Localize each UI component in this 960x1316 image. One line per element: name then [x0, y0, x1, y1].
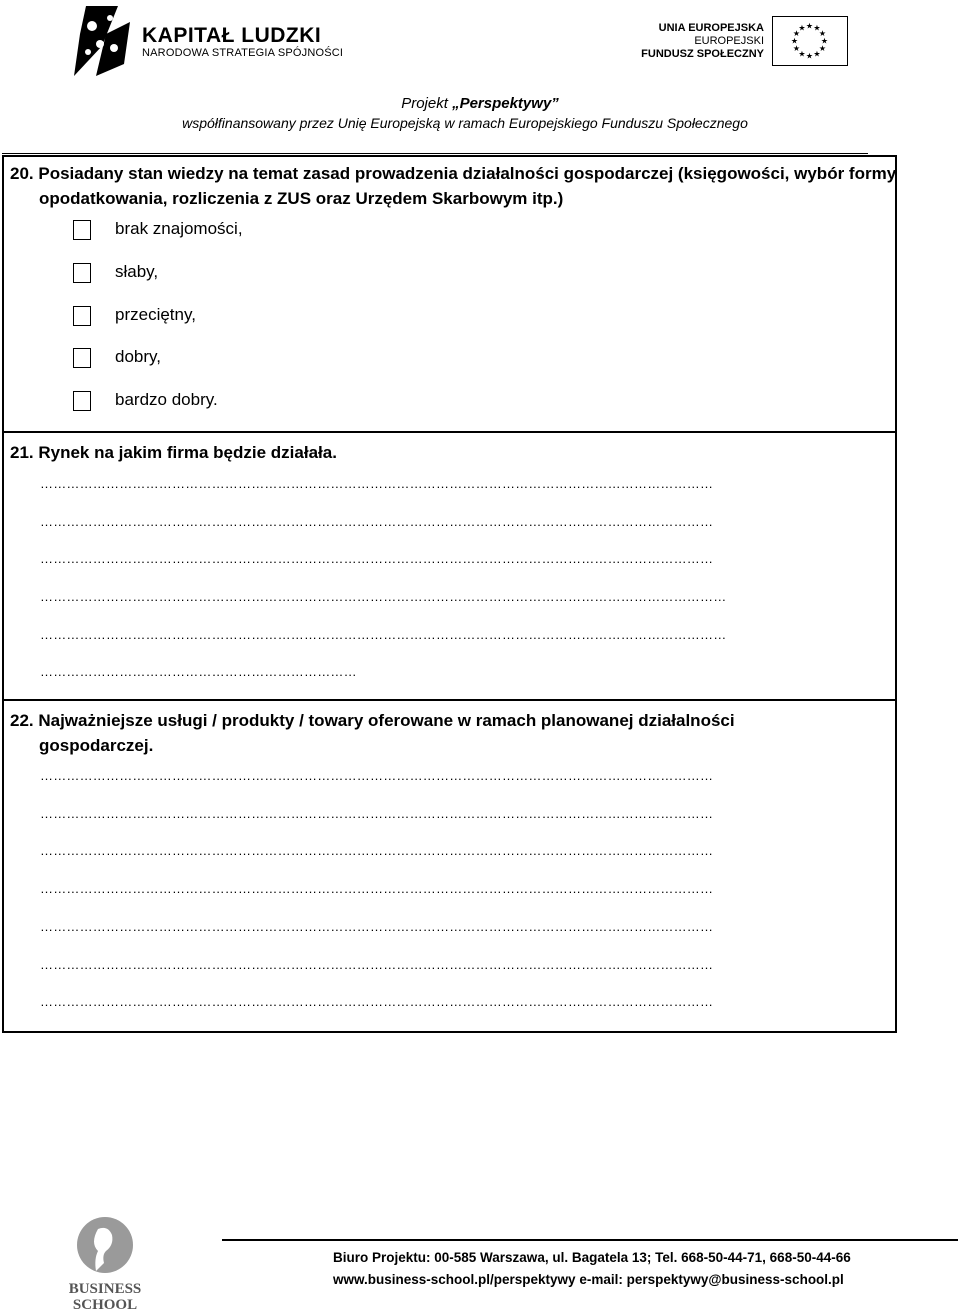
eu-star: ★ — [792, 44, 801, 53]
answer-line[interactable]: ……………………………………………………………………………………………………………………………………… — [40, 476, 714, 491]
option-brak[interactable] — [73, 218, 243, 242]
answer-line[interactable]: ……………………………………………………………………………………………………………………………………… — [40, 994, 714, 1009]
answer-line[interactable]: ………………………………………………………………………………………………………………………………………… — [40, 589, 727, 604]
answer-line[interactable]: ……………………………………………………………………………………………………………………………………… — [40, 768, 714, 783]
ue-line2: EUROPEJSKI — [694, 35, 764, 47]
project-prefix: Projekt — [401, 95, 453, 112]
option-slaby[interactable] — [73, 261, 159, 285]
answer-line[interactable]: ……………………………………………………………………………………………………………………………………… — [40, 514, 714, 529]
option-label: słaby, — [115, 262, 159, 281]
kapital-ludzki-title: KAPITAŁ LUDZKI — [142, 24, 322, 47]
option-label: dobry, — [115, 347, 161, 366]
checkbox[interactable] — [73, 263, 91, 283]
eu-star: ★ — [813, 23, 821, 33]
kapital-ludzki-logo — [70, 4, 132, 78]
eu-star: ★ — [818, 29, 827, 38]
option-label: przeciętny, — [115, 305, 196, 324]
ue-line3: FUNDUSZ SPOŁECZNY — [641, 48, 764, 60]
answer-line[interactable]: ……………………………………………………………………………………………………………………………………… — [40, 806, 714, 821]
answer-line[interactable]: ……………………………………………………………………………………………………………………………………… — [40, 919, 714, 934]
option-przecietny[interactable] — [73, 304, 196, 328]
cofinanced-line: współfinansowany przez Unię Europejską w ramach Europejskiego Funduszu Społecznego — [182, 115, 748, 131]
checkbox[interactable] — [73, 220, 91, 240]
option-label: bardzo dobry. — [115, 390, 218, 409]
logo-word-business: BUSINESS — [68, 1281, 142, 1297]
answer-line[interactable]: ……………………………………………………………… — [40, 664, 357, 679]
eu-fund-text — [640, 22, 764, 61]
eu-flag-icon — [772, 16, 848, 66]
option-dobry[interactable] — [73, 346, 161, 370]
business-school-logo — [68, 1215, 142, 1311]
ue-line1: UNIA EUROPEJSKA — [658, 22, 764, 34]
logo-word-school: SCHOOL — [72, 1297, 138, 1311]
checkbox[interactable] — [73, 391, 91, 411]
eu-star: ★ — [818, 44, 827, 53]
answer-line[interactable]: ……………………………………………………………………………………………………………………………………… — [40, 881, 714, 896]
option-bardzo-dobry[interactable] — [73, 389, 218, 413]
footer-web: www.business-school.pl/perspektywy e-mail: perspektywy@business-school.pl — [333, 1272, 844, 1287]
checkbox[interactable] — [73, 348, 91, 368]
option-label: brak znajomości, — [115, 219, 243, 238]
answer-line[interactable]: ………………………………………………………………………………………………………………………………………… — [40, 627, 727, 642]
answer-line[interactable]: ……………………………………………………………………………………………………………………………………… — [40, 551, 714, 566]
eu-star: ★ — [820, 36, 829, 46]
eu-star: ★ — [792, 29, 801, 38]
checkbox[interactable] — [73, 306, 91, 326]
box-top-rule — [2, 153, 868, 154]
answer-line[interactable]: ……………………………………………………………………………………………………………………………………… — [40, 957, 714, 972]
kapital-ludzki-subtitle: NARODOWA STRATEGIA SPÓJNOŚCI — [142, 47, 344, 59]
question-22-title: 22. Najważniejsze usługi / produkty / towary oferowane w ramach planowanej działalności gospodarczej. — [10, 711, 735, 755]
eu-star: ★ — [790, 36, 799, 46]
footer-rule — [222, 1239, 958, 1241]
question-21-title: 21. Rynek na jakim firma będzie działała. — [10, 443, 337, 462]
eu-star: ★ — [805, 21, 814, 31]
eu-star: ★ — [798, 23, 806, 33]
question-20-title: 20. Posiadany stan wiedzy na temat zasad prowadzenia działalności gospodarczej (księgowości, wybór formy opodatkowania, rozliczenia z ZUS oraz Urzędem Skarbowym itp.) — [10, 164, 897, 208]
project-name: „Perspektywy” — [452, 95, 559, 112]
answer-line[interactable]: ……………………………………………………………………………………………………………………………………… — [40, 843, 714, 858]
divider-q21-q22 — [2, 699, 897, 701]
eu-star: ★ — [798, 49, 806, 59]
eu-star: ★ — [813, 49, 821, 59]
divider-q20-q21 — [2, 431, 897, 433]
eu-star: ★ — [805, 51, 814, 61]
project-line — [0, 95, 960, 112]
footer-address: Biuro Projektu: 00-585 Warszawa, ul. Bagatela 13; Tel. 668-50-44-71, 668-50-44-66 — [333, 1250, 851, 1265]
